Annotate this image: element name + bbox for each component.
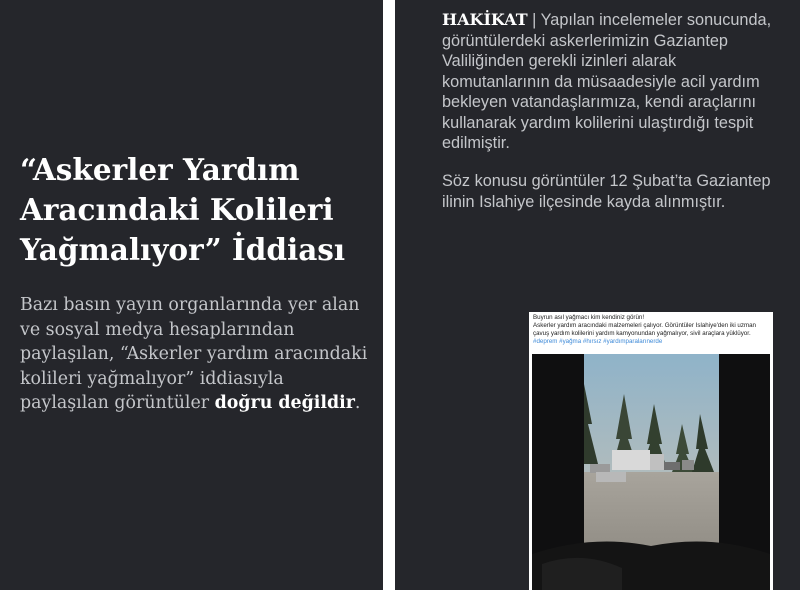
claim-headline: “Askerler Yardım Aracındaki Kolileri Yağmalıyor” İddiası	[20, 152, 346, 267]
tweet-hashtags: #deprem #yağma #hırsız #yardımparalarınerde	[533, 337, 663, 345]
hakikat-label: HAKİKAT	[442, 10, 528, 29]
left-panel	[0, 0, 383, 590]
tweet-body: Askerler yardım aracındaki malzemeleri çalıyor. Görüntüler Islahiye'den iki uzman çavuş yardım kolilerini yardım kamyonundan yağmalıyor, sivil araçlara yüklüyor.	[533, 321, 756, 337]
label-separator: |	[527, 11, 541, 29]
claim-body-text: Bazı basın yayın organlarında yer alan ve sosyal medya hesaplarından paylaşılan, “Askerler yardım aracındaki kolileri yağmalıyor” iddiasıyla paylaşılan görüntüler	[20, 295, 368, 413]
tweet-screenshot	[529, 312, 773, 590]
claim-body	[20, 293, 375, 416]
location-paragraph: Söz konusu görüntüler 12 Şubat’ta Gaziantep ilinin Islahiye ilçesinde kayda alınmıştır.	[442, 172, 771, 211]
claim-body-end: .	[354, 393, 361, 413]
tweet-line1: Buyrun asıl yağmacı kim kendiniz görün!	[533, 314, 645, 321]
tweet-text	[533, 314, 771, 346]
fact-text: Yapılan incelemeler sonucunda, görüntülerdeki askerlerimizin Gaziantep Valiliğinden gerekli izinleri alarak komutanlarının da müsaadesiyle acil yardım bekleyen vatandaşlarımıza, kendi araçlarını kullanarak yardım kolilerini ulaştırdığı tespit edilmiştir.	[442, 11, 772, 152]
video-thumbnail	[532, 354, 770, 590]
fact-paragraph	[442, 10, 787, 154]
verdict-text: doğru değildir	[214, 393, 355, 413]
video-scene-image	[532, 354, 770, 590]
